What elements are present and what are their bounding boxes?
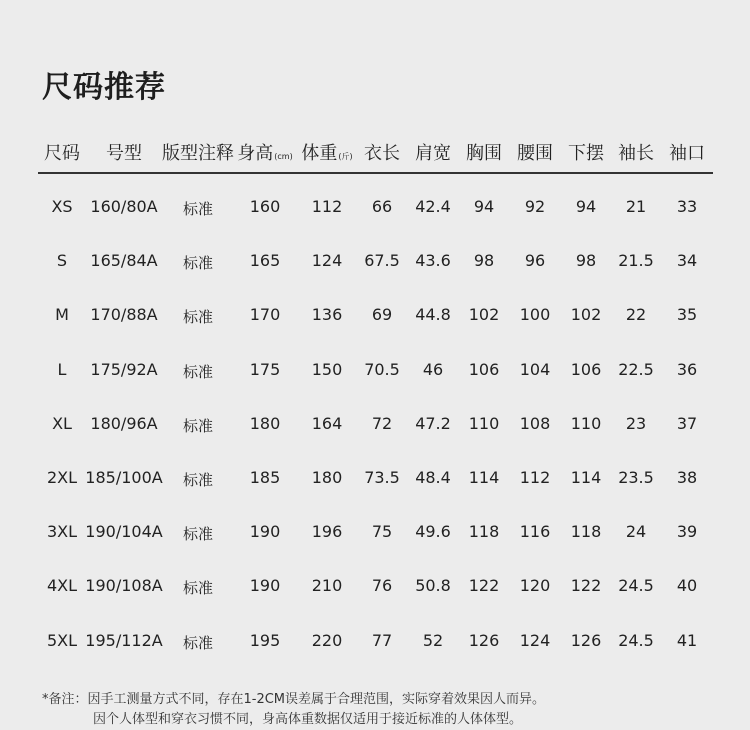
cell-size: 3XL bbox=[46, 522, 78, 542]
cell-shoulder: 43.6 bbox=[415, 251, 451, 271]
cell-sleeve: 22.5 bbox=[618, 359, 654, 379]
cell-chest: 102 bbox=[468, 305, 500, 325]
cell-waist: 112 bbox=[519, 467, 551, 487]
header-size bbox=[44, 139, 80, 165]
cell-fit: 标准 bbox=[182, 362, 214, 381]
cell-size: M bbox=[55, 305, 69, 325]
cell-waist: 100 bbox=[519, 305, 551, 325]
cell-fit: 标准 bbox=[182, 200, 214, 218]
cell-length: 69 bbox=[371, 305, 393, 325]
cell-length: 67.5 bbox=[364, 251, 400, 271]
cell-chest: 118 bbox=[468, 522, 500, 542]
table-row bbox=[38, 285, 713, 339]
cell-chest: 126 bbox=[468, 630, 500, 650]
cell-height: 190 bbox=[249, 576, 281, 596]
cell-size: 5XL bbox=[46, 630, 78, 650]
header-label: 号型 bbox=[106, 143, 142, 164]
cell-size: 2XL bbox=[46, 467, 78, 487]
cell-length: 73.5 bbox=[364, 467, 400, 487]
cell-hem: 126 bbox=[570, 630, 602, 650]
cell-length: 66 bbox=[371, 197, 393, 216]
cell-cuff: 34 bbox=[676, 251, 698, 271]
header-label: 袖长 bbox=[618, 143, 654, 164]
table-row bbox=[38, 502, 713, 556]
cell-weight: 164 bbox=[311, 413, 343, 433]
cell-height: 195 bbox=[249, 630, 281, 650]
header-label: 衣长 bbox=[364, 143, 400, 164]
cell-shoulder: 47.2 bbox=[415, 413, 451, 433]
cell-cuff: 40 bbox=[676, 576, 698, 596]
cell-waist: 120 bbox=[519, 576, 551, 596]
header-label: 版型注释 bbox=[162, 143, 234, 164]
cell-height: 175 bbox=[249, 359, 281, 379]
cell-code: 195/112A bbox=[85, 630, 163, 650]
cell-hem: 114 bbox=[570, 467, 602, 487]
header-waist bbox=[517, 139, 553, 165]
cell-length: 72 bbox=[371, 413, 393, 433]
cell-height: 190 bbox=[249, 522, 281, 542]
cell-shoulder: 49.6 bbox=[415, 522, 451, 542]
header-unit: (斤) bbox=[338, 152, 353, 161]
cell-waist: 104 bbox=[519, 359, 551, 379]
cell-fit: 标准 bbox=[182, 254, 214, 273]
header-label: 袖口 bbox=[669, 143, 705, 164]
cell-fit: 标准 bbox=[182, 633, 214, 652]
cell-size: L bbox=[57, 359, 67, 379]
table-row bbox=[38, 177, 713, 231]
cell-hem: 122 bbox=[570, 576, 602, 596]
cell-sleeve: 24.5 bbox=[618, 630, 654, 650]
cell-code: 185/100A bbox=[85, 467, 163, 487]
cell-code: 165/84A bbox=[90, 251, 158, 271]
cell-cuff: 39 bbox=[676, 522, 698, 542]
cell-cuff: 41 bbox=[676, 630, 698, 650]
header-label: 尺码 bbox=[44, 143, 80, 164]
table-row bbox=[38, 340, 713, 394]
table-row bbox=[38, 448, 713, 502]
header-hem bbox=[568, 139, 604, 165]
header-cuff bbox=[669, 139, 705, 165]
cell-weight: 180 bbox=[311, 467, 343, 487]
cell-chest: 106 bbox=[468, 359, 500, 379]
header-code bbox=[106, 139, 142, 165]
cell-code: 170/88A bbox=[90, 305, 158, 325]
cell-shoulder: 52 bbox=[422, 630, 444, 650]
cell-fit: 标准 bbox=[182, 525, 214, 544]
cell-chest: 98 bbox=[473, 251, 495, 271]
table-row bbox=[38, 231, 713, 285]
cell-weight: 124 bbox=[311, 251, 343, 271]
cell-fit: 标准 bbox=[182, 579, 214, 598]
cell-hem: 94 bbox=[575, 197, 597, 216]
note-line-1: *备注：因手工测量方式不同，存在1-2CM误差属于合理范围，实际穿着效果因人而异。 bbox=[42, 692, 546, 707]
cell-sleeve: 24.5 bbox=[618, 576, 654, 596]
cell-weight: 220 bbox=[311, 630, 343, 650]
cell-code: 190/104A bbox=[85, 522, 163, 542]
header-label: 体重 bbox=[301, 143, 338, 164]
cell-chest: 94 bbox=[473, 197, 495, 216]
header-label: 身高 bbox=[237, 143, 274, 164]
cell-chest: 114 bbox=[468, 467, 500, 487]
cell-height: 170 bbox=[249, 305, 281, 325]
cell-shoulder: 50.8 bbox=[415, 576, 451, 596]
header-fit bbox=[162, 139, 234, 165]
cell-cuff: 33 bbox=[676, 197, 698, 216]
cell-weight: 150 bbox=[311, 359, 343, 379]
cell-chest: 122 bbox=[468, 576, 500, 596]
cell-sleeve: 21 bbox=[625, 197, 647, 216]
note-line-2: 因个人体型和穿衣习惯不同，身高体重数据仅适用于接近标准的人体体型。 bbox=[93, 712, 523, 727]
cell-length: 75 bbox=[371, 522, 393, 542]
header-height bbox=[237, 139, 292, 165]
note bbox=[42, 690, 545, 730]
cell-waist: 92 bbox=[524, 197, 546, 216]
cell-length: 76 bbox=[371, 576, 393, 596]
cell-size: XS bbox=[51, 197, 73, 216]
cell-cuff: 38 bbox=[676, 467, 698, 487]
cell-code: 160/80A bbox=[90, 197, 158, 216]
cell-sleeve: 23 bbox=[625, 413, 647, 433]
table-row bbox=[38, 611, 713, 665]
cell-weight: 210 bbox=[311, 576, 343, 596]
cell-sleeve: 22 bbox=[625, 305, 647, 325]
cell-sleeve: 23.5 bbox=[618, 467, 654, 487]
cell-hem: 98 bbox=[575, 251, 597, 271]
cell-hem: 118 bbox=[570, 522, 602, 542]
cell-length: 77 bbox=[371, 630, 393, 650]
page-title: 尺码推荐 bbox=[42, 70, 166, 105]
cell-waist: 124 bbox=[519, 630, 551, 650]
cell-hem: 106 bbox=[570, 359, 602, 379]
table-row bbox=[38, 394, 713, 448]
cell-waist: 96 bbox=[524, 251, 546, 271]
cell-height: 165 bbox=[249, 251, 281, 271]
header-chest bbox=[466, 139, 502, 165]
header-label: 腰围 bbox=[517, 143, 553, 164]
cell-shoulder: 46 bbox=[422, 359, 444, 379]
header-length bbox=[364, 139, 400, 165]
cell-chest: 110 bbox=[468, 413, 500, 433]
cell-sleeve: 24 bbox=[625, 522, 647, 542]
cell-cuff: 36 bbox=[676, 359, 698, 379]
cell-length: 70.5 bbox=[364, 359, 400, 379]
cell-weight: 196 bbox=[311, 522, 343, 542]
cell-hem: 102 bbox=[570, 305, 602, 325]
cell-size: S bbox=[56, 251, 68, 271]
cell-waist: 108 bbox=[519, 413, 551, 433]
cell-code: 190/108A bbox=[85, 576, 163, 596]
table-header-row bbox=[38, 132, 713, 174]
cell-fit: 标准 bbox=[182, 470, 214, 489]
cell-cuff: 37 bbox=[676, 413, 698, 433]
header-weight bbox=[301, 139, 352, 165]
header-sleeve bbox=[618, 139, 654, 165]
cell-shoulder: 42.4 bbox=[415, 197, 451, 216]
cell-hem: 110 bbox=[570, 413, 602, 433]
table-body bbox=[38, 177, 713, 665]
cell-sleeve: 21.5 bbox=[618, 251, 654, 271]
header-unit: (cm) bbox=[274, 152, 293, 161]
cell-shoulder: 44.8 bbox=[415, 305, 451, 325]
cell-height: 160 bbox=[249, 197, 281, 216]
cell-fit: 标准 bbox=[182, 308, 214, 327]
cell-weight: 112 bbox=[311, 197, 343, 216]
cell-code: 180/96A bbox=[90, 413, 158, 433]
cell-waist: 116 bbox=[519, 522, 551, 542]
cell-weight: 136 bbox=[311, 305, 343, 325]
cell-cuff: 35 bbox=[676, 305, 698, 325]
cell-fit: 标准 bbox=[182, 416, 214, 435]
cell-height: 185 bbox=[249, 467, 281, 487]
header-label: 胸围 bbox=[466, 143, 502, 164]
header-shoulder bbox=[415, 139, 451, 165]
cell-code: 175/92A bbox=[90, 359, 158, 379]
cell-size: 4XL bbox=[46, 576, 78, 596]
cell-shoulder: 48.4 bbox=[415, 467, 451, 487]
header-label: 肩宽 bbox=[415, 143, 451, 164]
table-row bbox=[38, 556, 713, 610]
cell-size: XL bbox=[52, 413, 72, 433]
size-table bbox=[38, 132, 713, 662]
header-label: 下摆 bbox=[568, 143, 604, 164]
cell-height: 180 bbox=[249, 413, 281, 433]
